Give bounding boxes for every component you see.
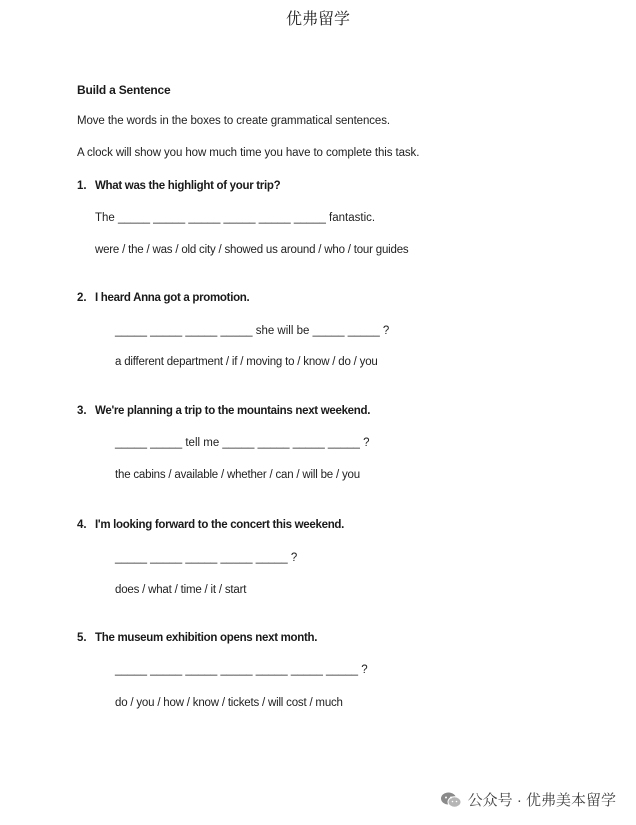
question-1-word-bank[interactable]: were / the / was / old city / showed us around / who / tour guides [95, 244, 409, 256]
section-title: Build a Sentence [77, 83, 171, 97]
question-3-sentence[interactable]: _____ _____ tell me _____ _____ _____ _____ ? [115, 437, 370, 449]
question-4-word-bank[interactable]: does / what / time / it / start [115, 584, 247, 596]
question-4-prompt: I'm looking forward to the concert this weekend. [95, 519, 345, 531]
instruction-2: A clock will show you how much time you have to complete this task. [77, 147, 420, 159]
instruction-1: Move the words in the boxes to create grammatical sentences. [77, 115, 390, 127]
question-5-number: 5. [77, 632, 87, 644]
question-4-sentence[interactable]: _____ _____ _____ _____ _____ ? [115, 552, 298, 564]
question-3-word-bank[interactable]: the cabins / available / whether / can / will be / you [115, 469, 360, 481]
question-1-number: 1. [77, 180, 87, 192]
question-5-sentence[interactable]: _____ _____ _____ _____ _____ _____ _____ ? [115, 664, 368, 676]
question-2-word-bank[interactable]: a different department / if / moving to / know / do / you [115, 356, 378, 368]
question-3-number: 3. [77, 405, 87, 417]
footer-watermark [440, 789, 616, 810]
question-2-sentence[interactable]: _____ _____ _____ _____ she will be _____ _____ ? [115, 325, 390, 337]
question-2-prompt: I heard Anna got a promotion. [95, 292, 250, 304]
question-1-sentence[interactable]: The _____ _____ _____ _____ _____ _____ fantastic. [95, 212, 376, 224]
wechat-icon [440, 791, 462, 809]
question-2-number: 2. [77, 292, 87, 304]
question-3-prompt: We're planning a trip to the mountains next weekend. [95, 405, 371, 417]
question-5-prompt: The museum exhibition opens next month. [95, 632, 318, 644]
footer-text: 公众号 · 优弗美本留学 [467, 792, 616, 809]
page-header-title: 优弗留学 [285, 11, 350, 28]
question-4-number: 4. [77, 519, 87, 531]
question-5-word-bank[interactable]: do / you / how / know / tickets / will cost / much [115, 697, 343, 709]
question-1-prompt: What was the highlight of your trip? [95, 180, 281, 192]
